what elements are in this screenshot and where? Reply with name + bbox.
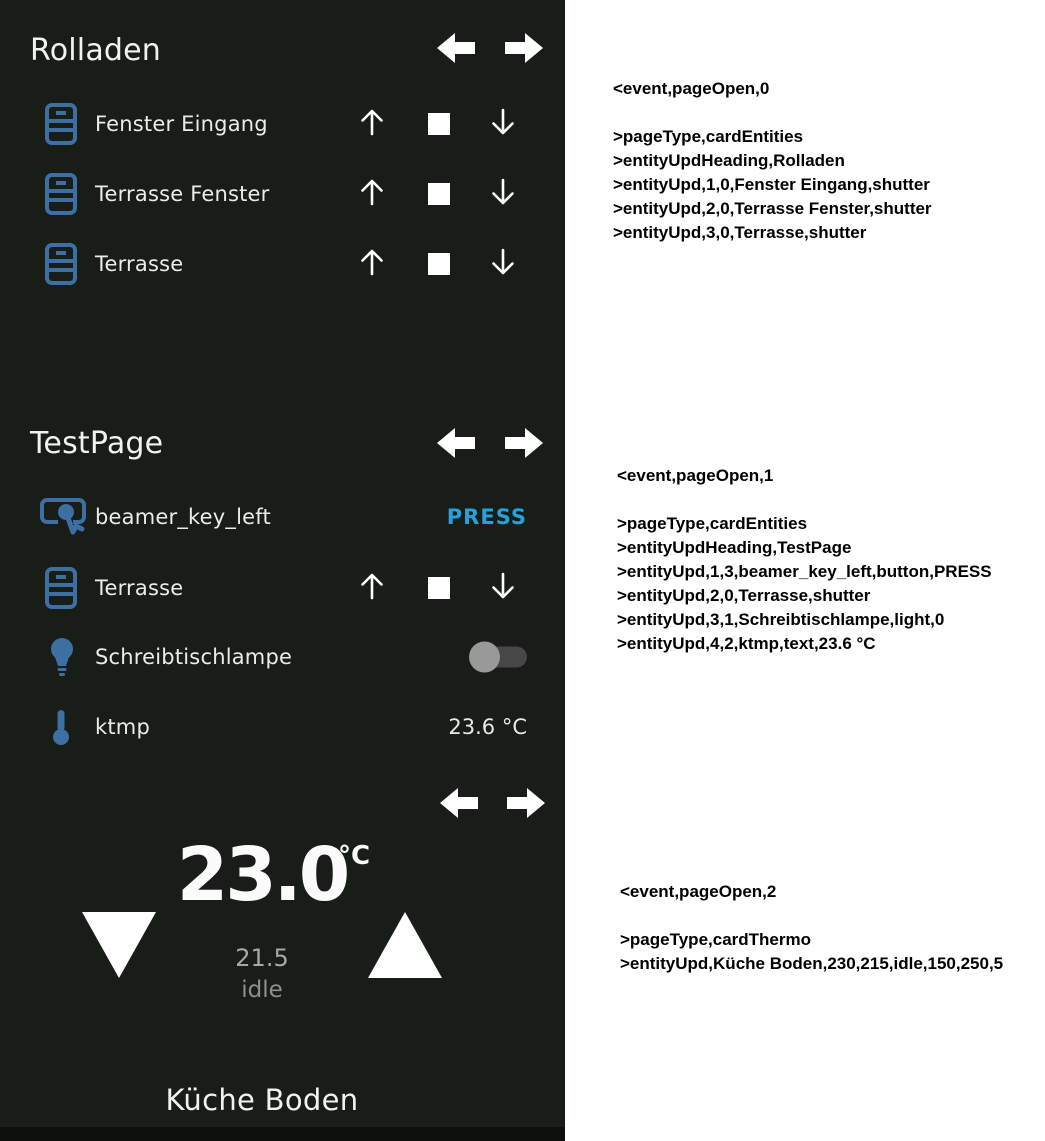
log-line: >entityUpd,3,0,Terrasse,shutter xyxy=(613,223,867,242)
log-line xyxy=(620,904,1003,928)
arrow-down-icon xyxy=(488,177,518,207)
entity-row xyxy=(0,553,565,623)
light-toggle[interactable] xyxy=(469,642,527,673)
log-line: >entityUpdHeading,TestPage xyxy=(617,538,852,557)
shutter-down-button[interactable] xyxy=(488,247,518,281)
next-page-button[interactable] xyxy=(507,788,545,818)
log-line: <event,pageOpen,0 xyxy=(613,79,770,98)
window-shutter-icon xyxy=(44,566,78,610)
arrow-right-icon xyxy=(505,428,543,458)
entity-label: Terrasse xyxy=(95,252,184,276)
arrow-left-icon xyxy=(437,33,475,63)
shutter-up-button[interactable] xyxy=(357,107,387,141)
next-page-button[interactable] xyxy=(505,428,543,458)
entity-label: ktmp xyxy=(95,715,150,739)
entity-label: Schreibtischlampe xyxy=(95,645,293,669)
press-button[interactable]: PRESS xyxy=(446,505,527,529)
arrow-down-icon xyxy=(488,107,518,137)
stop-icon xyxy=(428,577,450,599)
entity-row xyxy=(0,89,565,159)
arrow-left-icon xyxy=(437,428,475,458)
temperature-unit: °C xyxy=(338,841,371,871)
setpoint-temperature: 21.5 xyxy=(235,944,289,972)
log-line: >pageType,cardEntities xyxy=(613,127,804,146)
prev-page-button[interactable] xyxy=(437,33,475,63)
shutter-up-button[interactable] xyxy=(357,247,387,281)
arrow-right-icon xyxy=(505,33,543,63)
sensor-value: 23.6 °C xyxy=(448,715,527,739)
entity-row xyxy=(0,159,565,229)
stop-icon xyxy=(428,113,450,135)
prev-page-button[interactable] xyxy=(440,788,478,818)
log-line: >entityUpd,2,0,Terrasse,shutter xyxy=(617,586,871,605)
stop-icon xyxy=(428,253,450,275)
log-line: >pageType,cardEntities xyxy=(617,514,808,533)
log-block-page2 xyxy=(620,880,1003,976)
hvac-state: idle xyxy=(241,977,283,1003)
log-line: >entityUpd,3,1,Schreibtischlampe,light,0 xyxy=(617,610,945,629)
entity-label: Fenster Eingang xyxy=(95,112,268,136)
toggle-knob xyxy=(469,642,500,673)
entity-label: Terrasse xyxy=(95,576,184,600)
entity-row xyxy=(0,229,565,299)
current-temperature: 23.0 xyxy=(176,832,348,918)
prev-page-button[interactable] xyxy=(437,428,475,458)
gesture-tap-button-icon xyxy=(40,496,86,538)
log-line: >entityUpd,4,2,ktmp,text,23.6 °C xyxy=(617,634,876,653)
panel-edge xyxy=(0,1127,565,1141)
lightbulb-icon xyxy=(47,637,77,677)
arrow-right-icon xyxy=(507,788,545,818)
shutter-up-button[interactable] xyxy=(357,177,387,211)
entity-row xyxy=(0,692,565,762)
log-line xyxy=(617,488,992,512)
window-shutter-icon xyxy=(44,102,78,146)
window-shutter-icon xyxy=(44,242,78,286)
log-line: <event,pageOpen,1 xyxy=(617,466,774,485)
log-line: <event,pageOpen,2 xyxy=(620,882,777,901)
arrow-up-icon xyxy=(357,177,387,207)
log-block-page1 xyxy=(617,464,992,656)
entity-label: Terrasse Fenster xyxy=(95,182,270,206)
arrow-up-icon xyxy=(357,247,387,277)
log-line: >entityUpd,2,0,Terrasse Fenster,shutter xyxy=(613,199,932,218)
log-line: >entityUpd,1,0,Fenster Eingang,shutter xyxy=(613,175,930,194)
next-page-button[interactable] xyxy=(505,33,543,63)
arrow-up-icon xyxy=(357,107,387,137)
thermostat-name: Küche Boden xyxy=(165,1083,359,1117)
arrow-left-icon xyxy=(440,788,478,818)
log-block-page0 xyxy=(613,77,932,245)
entity-row xyxy=(0,482,565,552)
arrow-down-icon xyxy=(488,571,518,601)
window-shutter-icon xyxy=(44,172,78,216)
log-line: >entityUpd,Küche Boden,230,215,idle,150,250,5 xyxy=(620,954,1004,973)
entity-row xyxy=(0,622,565,692)
shutter-up-button[interactable] xyxy=(357,571,387,605)
shutter-stop-button[interactable] xyxy=(428,183,450,205)
shutter-stop-button[interactable] xyxy=(428,113,450,135)
log-line xyxy=(613,101,932,125)
stop-icon xyxy=(428,183,450,205)
log-line: >pageType,cardThermo xyxy=(620,930,811,949)
page-title: TestPage xyxy=(30,426,164,461)
thermometer-icon xyxy=(50,708,72,746)
shutter-down-button[interactable] xyxy=(488,107,518,141)
log-line: >entityUpd,1,3,beamer_key_left,button,PRESS xyxy=(617,562,992,581)
shutter-down-button[interactable] xyxy=(488,177,518,211)
arrow-down-icon xyxy=(488,247,518,277)
log-line: >entityUpdHeading,Rolladen xyxy=(613,151,845,170)
arrow-up-icon xyxy=(357,571,387,601)
entity-label: beamer_key_left xyxy=(95,505,271,529)
shutter-stop-button[interactable] xyxy=(428,577,450,599)
page-title: Rolladen xyxy=(30,33,162,68)
shutter-down-button[interactable] xyxy=(488,571,518,605)
shutter-stop-button[interactable] xyxy=(428,253,450,275)
